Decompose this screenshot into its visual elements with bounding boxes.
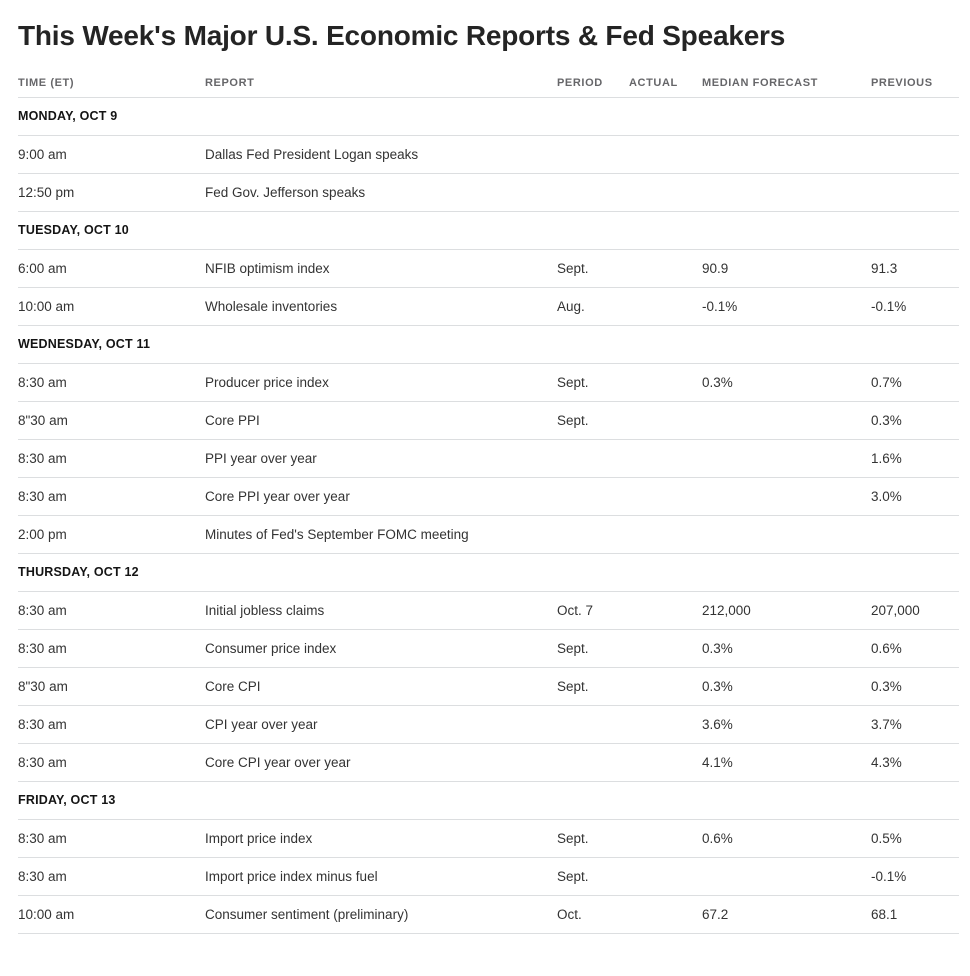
table-row — [18, 667, 959, 705]
previous-cell: 3.7% — [871, 705, 959, 743]
col-header-actual: ACTUAL — [629, 54, 702, 97]
table-row — [18, 249, 959, 287]
time-cell: 10:00 am — [18, 287, 205, 325]
previous-cell: 0.5% — [871, 819, 959, 857]
report-cell: Core CPI year over year — [205, 743, 557, 781]
table-row — [18, 819, 959, 857]
report-cell: Core PPI year over year — [205, 477, 557, 515]
period-cell: Sept. — [557, 667, 629, 705]
actual-cell — [629, 135, 702, 173]
actual-cell — [629, 249, 702, 287]
section-day-label: MONDAY, OCT 9 — [18, 97, 959, 135]
table-row — [18, 591, 959, 629]
report-cell: Import price index — [205, 819, 557, 857]
report-cell: NFIB optimism index — [205, 249, 557, 287]
report-cell: Initial jobless claims — [205, 591, 557, 629]
previous-cell: -0.1% — [871, 287, 959, 325]
table-row — [18, 857, 959, 895]
actual-cell — [629, 515, 702, 553]
time-cell: 8:30 am — [18, 629, 205, 667]
header-row — [18, 54, 959, 97]
time-cell: 10:00 am — [18, 895, 205, 933]
actual-cell — [629, 743, 702, 781]
report-cell: Minutes of Fed's September FOMC meeting — [205, 515, 557, 553]
table-row — [18, 401, 959, 439]
page-container — [0, 18, 970, 934]
previous-cell: 3.0% — [871, 477, 959, 515]
report-cell: Wholesale inventories — [205, 287, 557, 325]
period-cell — [557, 705, 629, 743]
period-cell: Sept. — [557, 401, 629, 439]
period-cell: Sept. — [557, 363, 629, 401]
period-cell — [557, 173, 629, 211]
median-forecast-cell: 0.3% — [702, 667, 871, 705]
period-cell: Oct. 7 — [557, 591, 629, 629]
median-forecast-cell: 0.6% — [702, 819, 871, 857]
report-cell: Producer price index — [205, 363, 557, 401]
section-row-friday — [18, 781, 959, 819]
previous-cell — [871, 173, 959, 211]
median-forecast-cell — [702, 857, 871, 895]
actual-cell — [629, 591, 702, 629]
previous-cell: 1.6% — [871, 439, 959, 477]
time-cell: 8:30 am — [18, 439, 205, 477]
actual-cell — [629, 819, 702, 857]
table-row — [18, 363, 959, 401]
table-row — [18, 895, 959, 933]
section-day-label: FRIDAY, OCT 13 — [18, 781, 959, 819]
report-cell: PPI year over year — [205, 439, 557, 477]
median-forecast-cell — [702, 173, 871, 211]
period-cell: Sept. — [557, 819, 629, 857]
actual-cell — [629, 401, 702, 439]
col-header-previous: PREVIOUS — [871, 54, 959, 97]
previous-cell: 0.6% — [871, 629, 959, 667]
median-forecast-cell — [702, 515, 871, 553]
time-cell: 2:00 pm — [18, 515, 205, 553]
section-row-tuesday — [18, 211, 959, 249]
previous-cell: 207,000 — [871, 591, 959, 629]
median-forecast-cell — [702, 477, 871, 515]
section-row-thursday — [18, 553, 959, 591]
period-cell — [557, 743, 629, 781]
period-cell — [557, 135, 629, 173]
period-cell — [557, 515, 629, 553]
time-cell: 12:50 pm — [18, 173, 205, 211]
table-row — [18, 439, 959, 477]
actual-cell — [629, 439, 702, 477]
report-cell: Fed Gov. Jefferson speaks — [205, 173, 557, 211]
period-cell: Oct. — [557, 895, 629, 933]
previous-cell: 0.3% — [871, 401, 959, 439]
section-row-monday — [18, 97, 959, 135]
report-cell: Import price index minus fuel — [205, 857, 557, 895]
time-cell: 8"30 am — [18, 667, 205, 705]
previous-cell: 4.3% — [871, 743, 959, 781]
table-row — [18, 743, 959, 781]
previous-cell: -0.1% — [871, 857, 959, 895]
report-cell: CPI year over year — [205, 705, 557, 743]
table-row — [18, 629, 959, 667]
time-cell: 8:30 am — [18, 857, 205, 895]
median-forecast-cell: 212,000 — [702, 591, 871, 629]
section-day-label: WEDNESDAY, OCT 11 — [18, 325, 959, 363]
report-cell: Consumer sentiment (preliminary) — [205, 895, 557, 933]
median-forecast-cell: 90.9 — [702, 249, 871, 287]
table-row — [18, 287, 959, 325]
col-header-report: REPORT — [205, 54, 557, 97]
table-row — [18, 477, 959, 515]
time-cell: 6:00 am — [18, 249, 205, 287]
previous-cell — [871, 135, 959, 173]
previous-cell — [871, 515, 959, 553]
median-forecast-cell: 67.2 — [702, 895, 871, 933]
time-cell: 9:00 am — [18, 135, 205, 173]
section-day-label: TUESDAY, OCT 10 — [18, 211, 959, 249]
time-cell: 8:30 am — [18, 819, 205, 857]
median-forecast-cell: 0.3% — [702, 629, 871, 667]
col-header-time: TIME (ET) — [18, 54, 205, 97]
actual-cell — [629, 629, 702, 667]
actual-cell — [629, 363, 702, 401]
table-row — [18, 135, 959, 173]
median-forecast-cell: 3.6% — [702, 705, 871, 743]
median-forecast-cell — [702, 401, 871, 439]
median-forecast-cell: 4.1% — [702, 743, 871, 781]
section-day-label: THURSDAY, OCT 12 — [18, 553, 959, 591]
page-title: This Week's Major U.S. Economic Reports & Fed Speakers — [18, 20, 786, 51]
report-cell: Consumer price index — [205, 629, 557, 667]
median-forecast-cell — [702, 439, 871, 477]
period-cell: Sept. — [557, 249, 629, 287]
report-cell: Core PPI — [205, 401, 557, 439]
actual-cell — [629, 857, 702, 895]
time-cell: 8:30 am — [18, 705, 205, 743]
period-cell: Sept. — [557, 857, 629, 895]
time-cell: 8:30 am — [18, 743, 205, 781]
actual-cell — [629, 477, 702, 515]
previous-cell: 0.3% — [871, 667, 959, 705]
period-cell — [557, 477, 629, 515]
actual-cell — [629, 287, 702, 325]
section-row-wednesday — [18, 325, 959, 363]
previous-cell: 0.7% — [871, 363, 959, 401]
previous-cell: 91.3 — [871, 249, 959, 287]
median-forecast-cell: 0.3% — [702, 363, 871, 401]
previous-cell: 68.1 — [871, 895, 959, 933]
table-row — [18, 515, 959, 553]
report-cell: Dallas Fed President Logan speaks — [205, 135, 557, 173]
col-header-median-forecast: MEDIAN FORECAST — [702, 54, 871, 97]
median-forecast-cell: -0.1% — [702, 287, 871, 325]
table-header — [18, 54, 959, 97]
time-cell: 8"30 am — [18, 401, 205, 439]
median-forecast-cell — [702, 135, 871, 173]
period-cell: Sept. — [557, 629, 629, 667]
table-body — [18, 97, 959, 933]
time-cell: 8:30 am — [18, 477, 205, 515]
table-row — [18, 173, 959, 211]
actual-cell — [629, 173, 702, 211]
period-cell — [557, 439, 629, 477]
actual-cell — [629, 667, 702, 705]
time-cell: 8:30 am — [18, 591, 205, 629]
report-cell: Core CPI — [205, 667, 557, 705]
actual-cell — [629, 895, 702, 933]
actual-cell — [629, 705, 702, 743]
col-header-period: PERIOD — [557, 54, 629, 97]
economic-calendar-table — [18, 54, 959, 934]
time-cell: 8:30 am — [18, 363, 205, 401]
period-cell: Aug. — [557, 287, 629, 325]
table-row — [18, 705, 959, 743]
